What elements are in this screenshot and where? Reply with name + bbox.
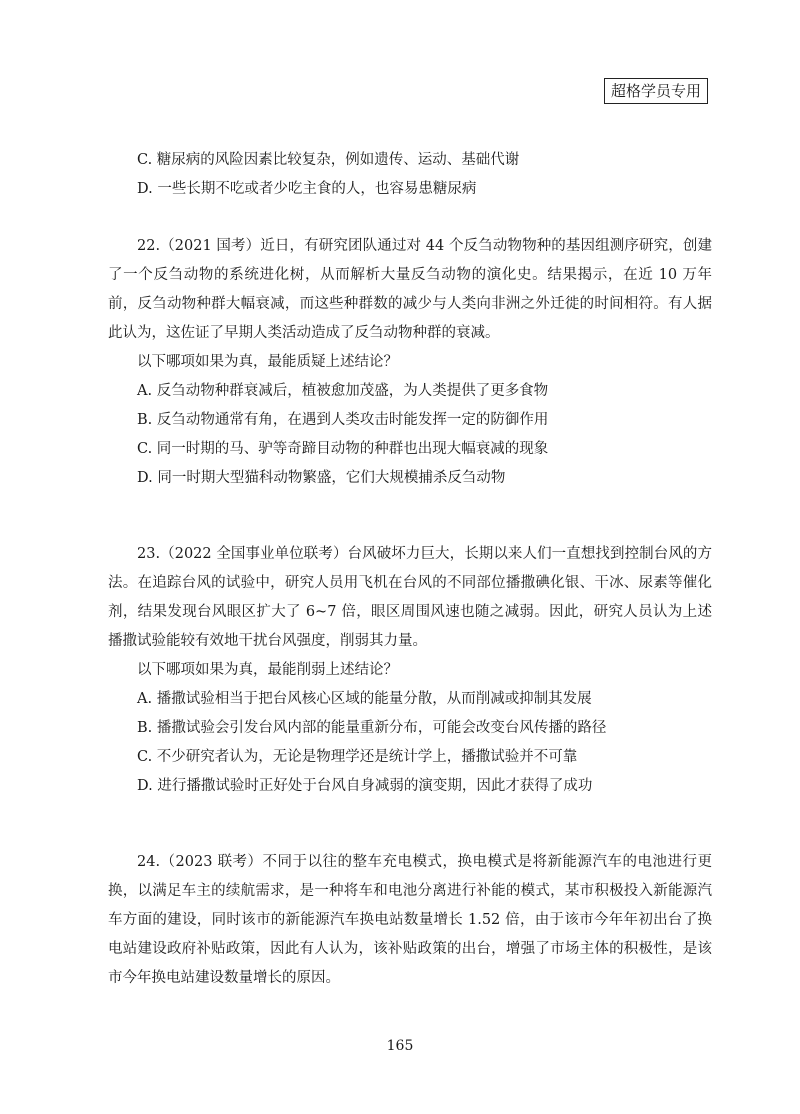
previous-question-options — [108, 146, 712, 204]
option-c: C. 同一时期的马、驴等奇蹄目动物的种群也出现大幅衰减的现象 — [137, 441, 549, 457]
question-prompt: 以下哪项如果为真，最能质疑上述结论？ — [137, 354, 398, 370]
option-d: D. 一些长期不吃或者少吃主食的人，也容易患糖尿病 — [137, 181, 477, 197]
question-prompt: 以下哪项如果为真，最能削弱上述结论？ — [137, 662, 398, 678]
question-stem: 24.（2023 联考）不同于以往的整车充电模式，换电模式是将新能源汽车的电池进行更换，以满足车主的续航需求，是一种将车和电池分离进行补能的模式，某市积极投入新能源汽车方面的建设，同时该市的新能源汽车换电站数量增长 1.52 倍，由于该市今年年初出台了换电站建设政府补贴政策，因此有人认为，该补贴政策的出台，增强了市场主体的积极性，是该市今年换电站建设数量增长的原因。 — [108, 854, 712, 986]
question-23 — [108, 540, 712, 801]
option-c: C. 不少研究者认为，无论是物理学还是统计学上，播撒试验并不可靠 — [137, 749, 578, 765]
page-number: 165 — [386, 1038, 414, 1054]
student-only-badge: 超格学员专用 — [604, 78, 708, 104]
option-a: A. 反刍动物种群衰减后，植被愈加茂盛，为人类提供了更多食物 — [137, 383, 549, 399]
option-b: B. 播撒试验会引发台风内部的能量重新分布，可能会改变台风传播的路径 — [137, 720, 607, 736]
option-b: B. 反刍动物通常有角，在遇到人类攻击时能发挥一定的防御作用 — [137, 412, 549, 428]
option-d: D. 进行播撒试验时正好处于台风自身减弱的演变期，因此才获得了成功 — [137, 778, 593, 794]
option-a: A. 播撒试验相当于把台风核心区域的能量分散，从而削减或抑制其发展 — [137, 691, 592, 707]
question-stem: 22.（2021 国考）近日，有研究团队通过对 44 个反刍动物物种的基因组测序研究，创建了一个反刍动物的系统进化树，从而解析大量反刍动物的演化史。结果揭示，在近 10 万年前，反刍动物种群大幅衰减，而这些种群数的减少与人类向非洲之外迁徙的时间相符。有人据此认为，这佐证了早期人类活动造成了反刍动物种群的衰减。 — [108, 238, 712, 341]
question-24 — [108, 848, 712, 993]
question-stem: 23.（2022 全国事业单位联考）台风破坏力巨大，长期以来人们一直想找到控制台风的方法。在追踪台风的试验中，研究人员用飞机在台风的不同部位播撒碘化银、干冰、尿素等催化剂，结果发现台风眼区扩大了 6~7 倍，眼区周围风速也随之减弱。因此，研究人员认为上述播撒试验能较有效地干扰台风强度，削弱其力量。 — [108, 546, 712, 649]
question-22 — [108, 232, 712, 493]
option-c: C. 糖尿病的风险因素比较复杂，例如遗传、运动、基础代谢 — [137, 152, 520, 168]
option-d: D. 同一时期大型猫科动物繁盛，它们大规模捕杀反刍动物 — [137, 470, 506, 486]
